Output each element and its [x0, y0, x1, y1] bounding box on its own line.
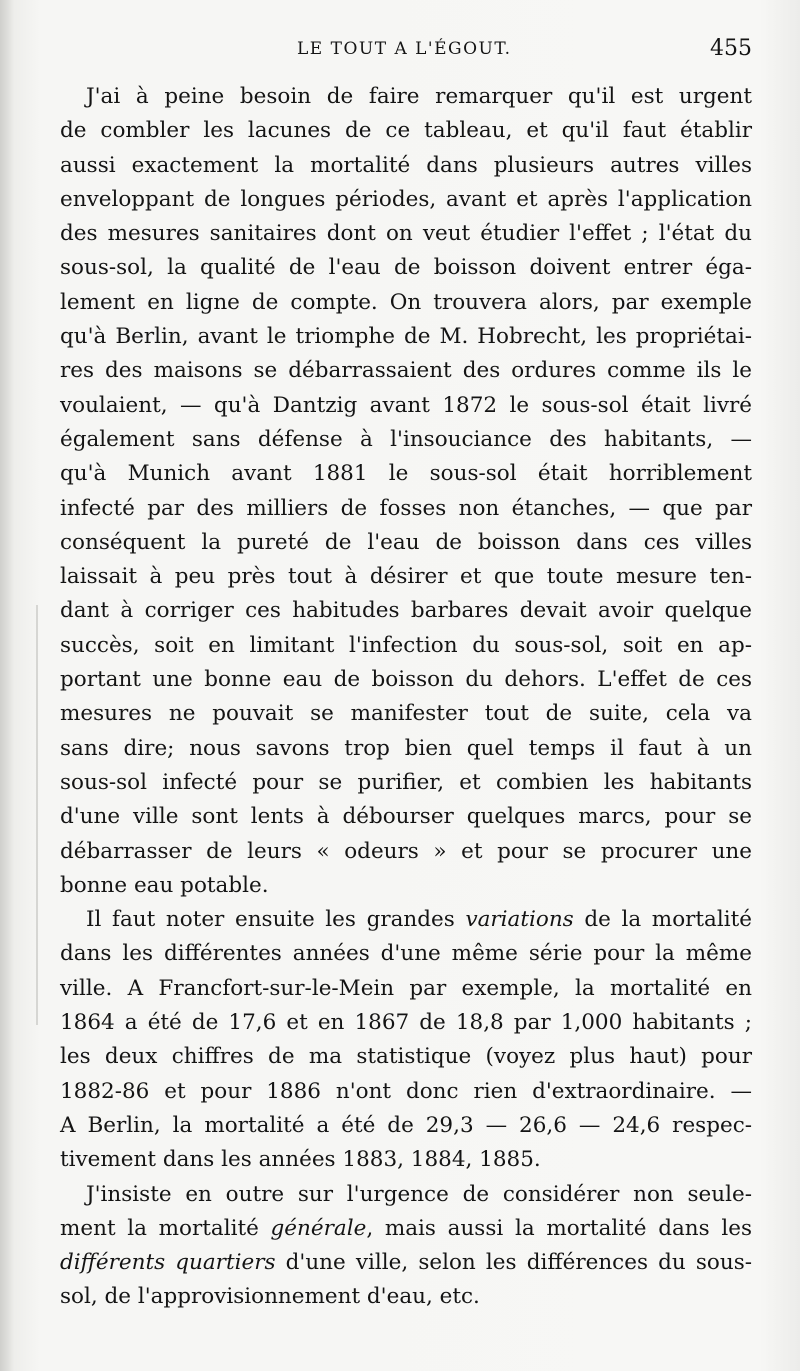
text-line: res des maisons se débarrassaient des ordures comme ils le [60, 358, 752, 384]
text-segment: , mais aussi la mortalité dans les [366, 1215, 752, 1241]
text-line [60, 903, 752, 937]
text-line: d'une ville sont lents à débourser quelques marcs, pour se [60, 804, 752, 830]
text-line [60, 1246, 752, 1280]
text-line: dans les différentes années d'une même série pour la même [60, 941, 752, 967]
body-text [60, 80, 752, 1315]
text-line [60, 1212, 752, 1246]
italic-text: variations [465, 907, 574, 933]
text-line: tivement dans les années 1883, 1884, 1885. [60, 1147, 541, 1173]
text-line: sous-sol infecté pour se purifier, et combien les habitants [60, 769, 752, 795]
text-line: mesures ne pouvait se manifester tout de suite, cela va [60, 701, 752, 727]
text-line: qu'à Munich avant 1881 le sous-sol était horriblement [60, 461, 752, 487]
text-line: conséquent la pureté de l'eau de boisson dans ces villes [60, 529, 752, 555]
text-line: J'insiste en outre sur l'urgence de considérer non seule- [86, 1181, 752, 1207]
text-line: aussi exactement la mortalité dans plusieurs autres villes [60, 152, 752, 178]
text-line: ville. A Francfort-sur-le-Mein par exemple, la mortalité en [60, 975, 752, 1001]
text-line: sans dire; nous savons trop bien quel temps il faut à un [60, 735, 752, 761]
text-line: de combler les lacunes de ce tableau, et qu'il faut établir [60, 118, 752, 144]
text-line: également sans défense à l'insouciance des habitants, — [60, 426, 752, 452]
text-line: lement en ligne de compte. On trouvera alors, par exemple [60, 289, 752, 315]
text-line: portant une bonne eau de boisson du dehors. L'effet de ces [60, 667, 752, 693]
italic-text: générale [270, 1215, 367, 1241]
text-line: infecté par des milliers de fosses non étanches, — que par [60, 495, 752, 521]
text-line: A Berlin, la mortalité a été de 29,3 — 26,6 — 24,6 respec- [60, 1112, 752, 1138]
text-line: dant à corriger ces habitudes barbares devait avoir quelque [60, 598, 752, 624]
text-line: sous-sol, la qualité de l'eau de boisson doivent entrer éga- [60, 255, 752, 281]
text-line: laissait à peu près tout à désirer et que toute mesure ten- [60, 564, 752, 590]
running-header [0, 34, 800, 74]
text-line: des mesures sanitaires dont on veut étudier l'effet ; l'état du [60, 221, 752, 247]
text-line: succès, soit en limitant l'infection du sous-sol, soit en ap- [60, 632, 752, 658]
page-gutter-shadow [0, 0, 14, 1371]
text-line: 1864 a été de 17,6 et en 1867 de 18,8 par 1,000 habitants ; [60, 1010, 752, 1036]
italic-text: différents quartiers [60, 1250, 276, 1276]
page-number: 455 [710, 36, 752, 61]
text-line: débarrasser de leurs « odeurs » et pour se procurer une [60, 838, 752, 864]
text-segment: de la mortalité [573, 907, 752, 933]
text-line: sol, de l'approvisionnement d'eau, etc. [60, 1284, 480, 1310]
text-line: bonne eau potable. [60, 872, 269, 898]
text-line: J'ai à peine besoin de faire remarquer qu'il est urgent [86, 84, 752, 109]
text-line: voulaient, — qu'à Dantzig avant 1872 le sous-sol était livré [60, 392, 752, 418]
text-segment: Il faut noter ensuite les grandes [86, 907, 466, 933]
text-line: 1882-86 et pour 1886 n'ont donc rien d'extraordinaire. — [60, 1078, 752, 1104]
text-line: qu'à Berlin, avant le triomphe de M. Hobrecht, les propriétai- [60, 324, 752, 350]
ink-bleed-mark [36, 605, 38, 1025]
running-title: LE TOUT A L'ÉGOUT. [297, 39, 512, 59]
text-segment: ment la mortalité [60, 1215, 271, 1241]
text-line: les deux chiffres de ma statistique (voyez plus haut) pour [60, 1044, 752, 1070]
text-segment: d'une ville, selon les différences du sous- [275, 1250, 752, 1276]
text-line: enveloppant de longues périodes, avant et après l'application [60, 186, 752, 212]
